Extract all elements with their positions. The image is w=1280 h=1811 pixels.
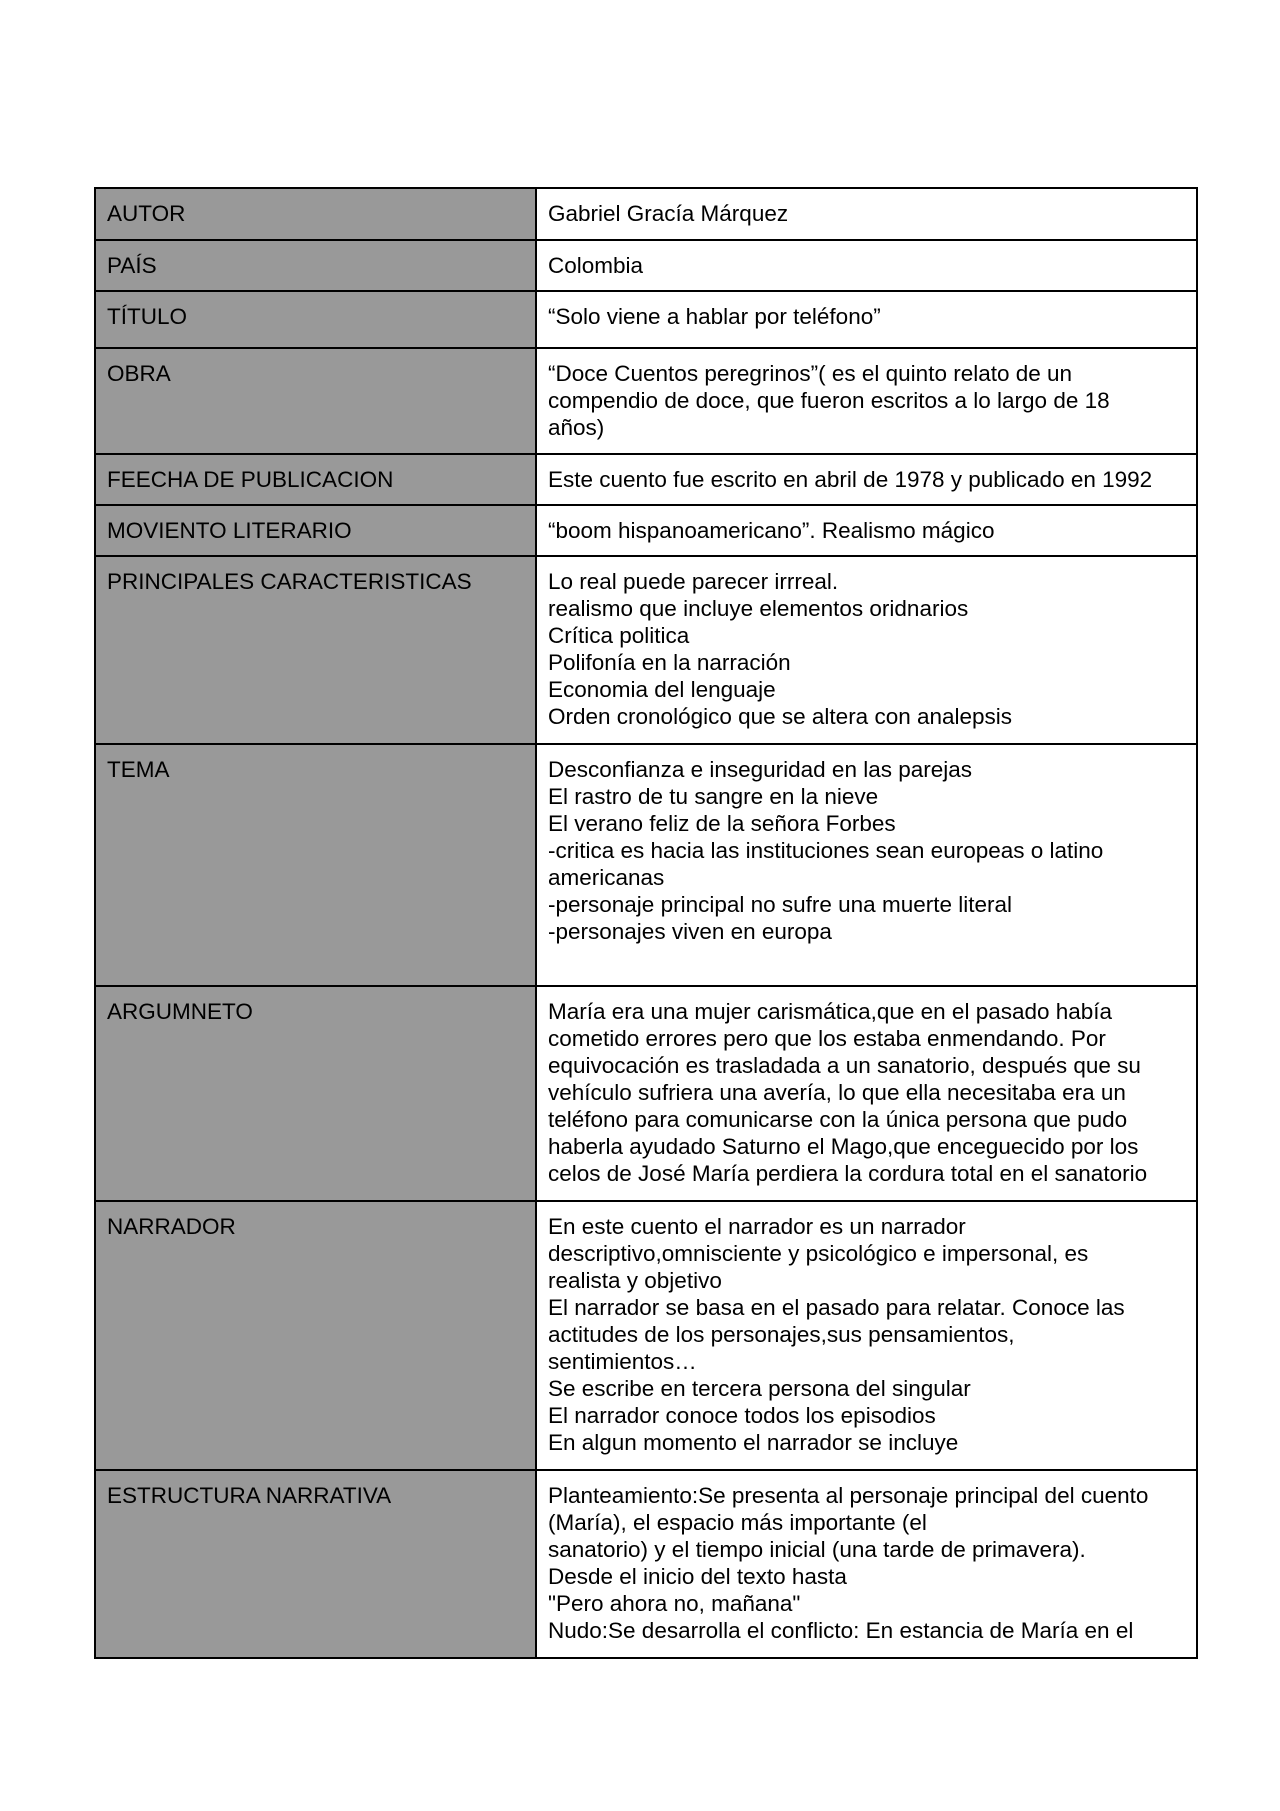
row-value: “boom hispanoamericano”. Realismo mágico — [536, 505, 1197, 556]
table-row — [95, 505, 1197, 556]
row-value: En este cuento el narrador es un narrador descriptivo,omnisciente y psicológico e impersonal, es realista y objetivo El narrador se basa en el pasado para relatar. Conoce las actitudes de los personajes,sus pensamientos, sentimientos… Se escribe en tercera persona del singular El narrador conoce todos los episodios En algun momento el narrador se incluye — [536, 1201, 1197, 1470]
row-value: Lo real puede parecer irrreal. realismo que incluye elementos oridnarios Crítica politica Polifonía en la narración Economia del lenguaje Orden cronológico que se altera con analepsis — [536, 556, 1197, 744]
table-row — [95, 454, 1197, 505]
row-label: ESTRUCTURA NARRATIVA — [95, 1470, 536, 1658]
table-row — [95, 291, 1197, 348]
table-row — [95, 556, 1197, 744]
row-value: Gabriel Gracía Márquez — [536, 188, 1197, 240]
summary-table — [94, 187, 1198, 1659]
row-value: “Doce Cuentos peregrinos”( es el quinto relato de un compendio de doce, que fueron escritos a lo largo de 18 años) — [536, 348, 1197, 454]
row-label: OBRA — [95, 348, 536, 454]
row-value: Planteamiento:Se presenta al personaje principal del cuento (María), el espacio más importante (el sanatorio) y el tiempo inicial (una tarde de primavera). Desde el inicio del texto hasta "Pero ahora no, mañana" Nudo:Se desarrolla el conflicto: En estancia de María en el — [536, 1470, 1197, 1658]
row-value: María era una mujer carismática,que en el pasado había cometido errores pero que los estaba enmendando. Por equivocación es trasladada a un sanatorio, después que su vehículo sufriera una avería, lo que ella necesitaba era un teléfono para comunicarse con la única persona que pudo haberla ayudado Saturno el Mago,que enceguecido por los celos de José María perdiera la cordura total en el sanatorio — [536, 986, 1197, 1201]
row-label: AUTOR — [95, 188, 536, 240]
table-row — [95, 188, 1197, 240]
row-label: ARGUMNETO — [95, 986, 536, 1201]
row-label: TEMA — [95, 744, 536, 986]
table-row — [95, 986, 1197, 1201]
row-label: PAÍS — [95, 240, 536, 291]
row-label: TÍTULO — [95, 291, 536, 348]
row-label: FEECHA DE PUBLICACION — [95, 454, 536, 505]
table-row — [95, 1201, 1197, 1470]
table-row — [95, 348, 1197, 454]
table-row — [95, 240, 1197, 291]
row-label: PRINCIPALES CARACTERISTICAS — [95, 556, 536, 744]
row-label: NARRADOR — [95, 1201, 536, 1470]
row-value: “Solo viene a hablar por teléfono” — [536, 291, 1197, 348]
row-label: MOVIENTO LITERARIO — [95, 505, 536, 556]
table-row — [95, 744, 1197, 986]
row-value: Colombia — [536, 240, 1197, 291]
table-row — [95, 1470, 1197, 1658]
row-value: Este cuento fue escrito en abril de 1978 y publicado en 1992 — [536, 454, 1197, 505]
row-value: Desconfianza e inseguridad en las parejas El rastro de tu sangre en la nieve El verano feliz de la señora Forbes -critica es hacia las instituciones sean europeas o latino americanas -personaje principal no sufre una muerte literal -personajes viven en europa — [536, 744, 1197, 986]
